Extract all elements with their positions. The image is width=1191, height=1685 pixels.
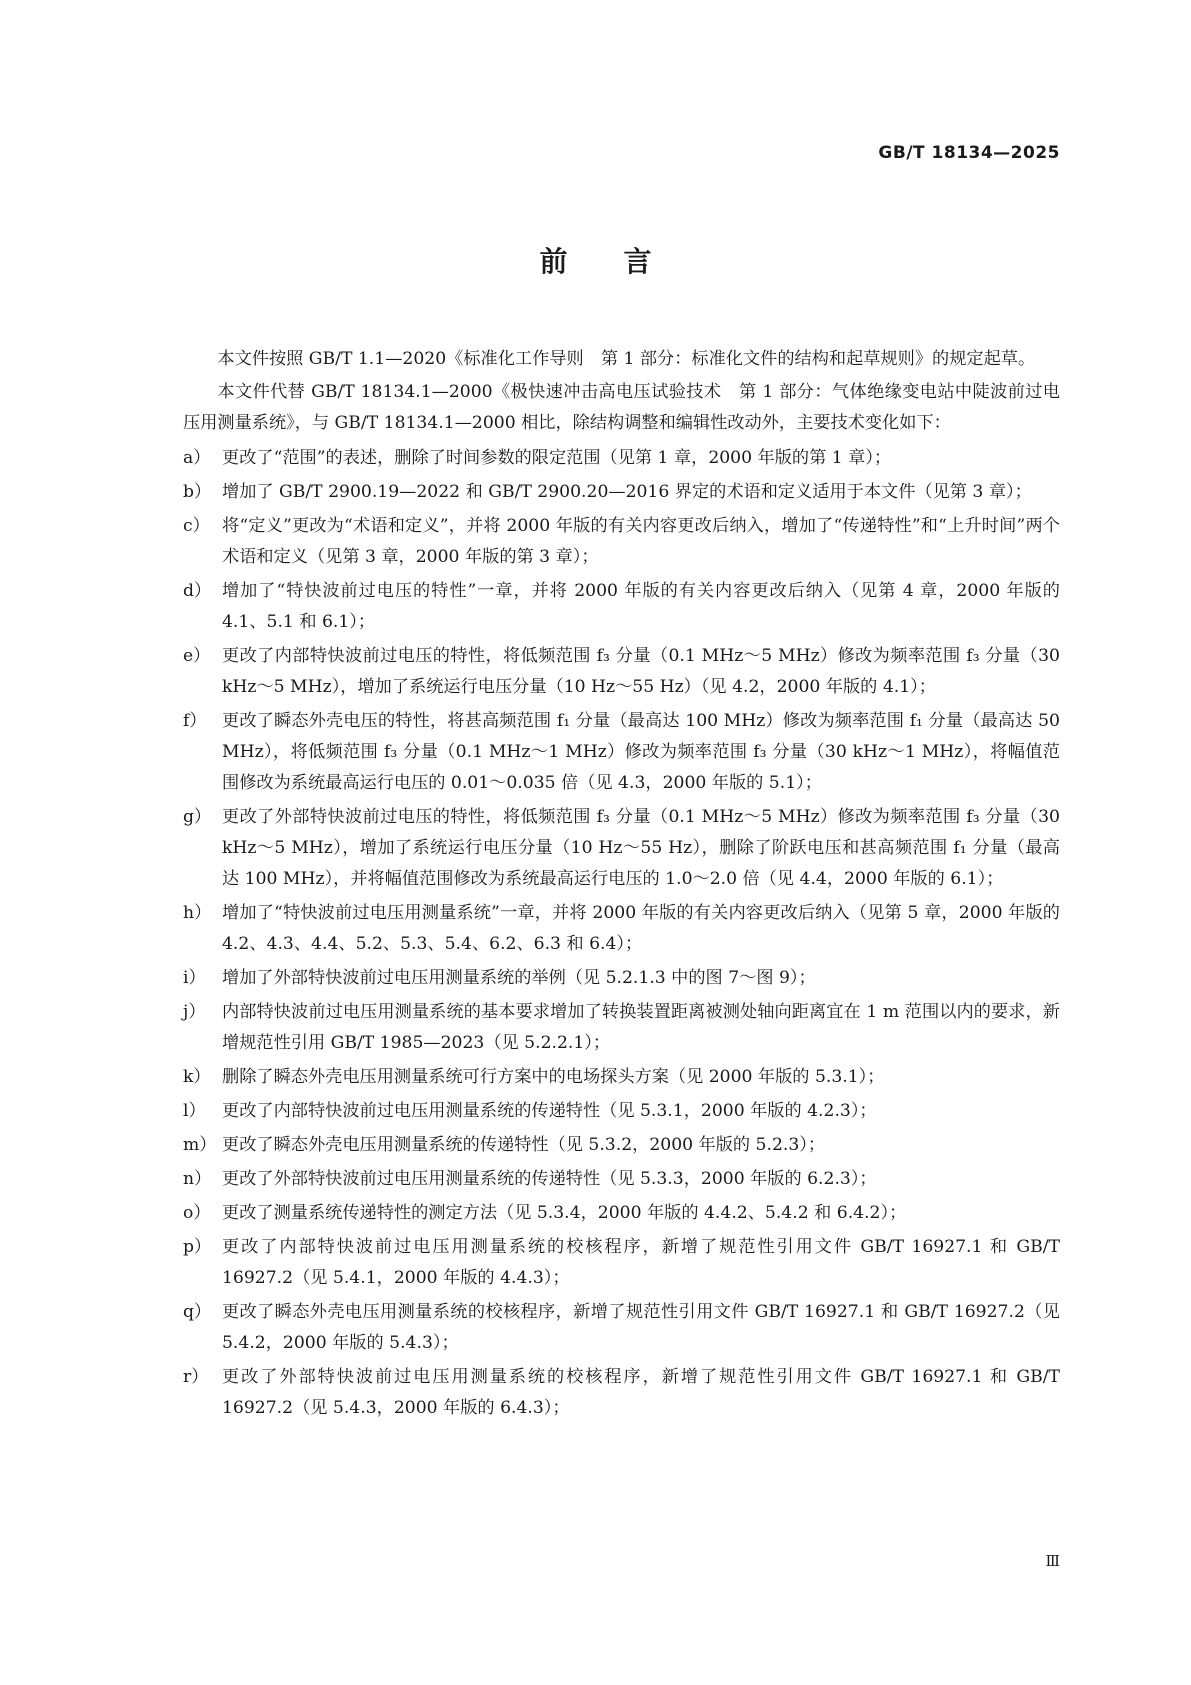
list-item-label: d） bbox=[183, 581, 212, 601]
list-item bbox=[183, 706, 1060, 799]
list-item-text: 更改了瞬态外壳电压用测量系统的校核程序，新增了规范性引用文件 GB/T 16927.1 和 GB/T 16927.2（见 5.4.2，2000 年版的 5.4.3）； bbox=[222, 1302, 1060, 1353]
list-item-text: 更改了外部特快波前过电压用测量系统的校核程序，新增了规范性引用文件 GB/T 16927.1 和 GB/T 16927.2（见 5.4.3，2000 年版的 6.4.3）； bbox=[222, 1367, 1060, 1418]
list-item-text: 增加了 GB/T 2900.19—2022 和 GB/T 2900.20—2016 界定的术语和定义适用于本文件（见第 3 章）； bbox=[222, 482, 1032, 502]
standard-number: GB/T 18134—2025 bbox=[878, 143, 1060, 163]
list-item-label: b） bbox=[183, 482, 212, 502]
intro-paragraph-drafting: 本文件按照 GB/T 1.1—2020《标准化工作导则 第 1 部分：标准化文件的结构和起草规则》的规定起草。 bbox=[217, 349, 1036, 369]
page-number: Ⅲ bbox=[1045, 1552, 1060, 1570]
list-item-text: 内部特快波前过电压用测量系统的基本要求增加了转换装置距离被测处轴向距离宜在 1 m 范围以内的要求，新增规范性引用 GB/T 1985—2023（见 5.2.2.1）； bbox=[222, 1002, 1060, 1053]
list-item-label: e） bbox=[183, 646, 211, 666]
list-item-text: 更改了内部特快波前过电压用测量系统的传递特性（见 5.3.1，2000 年版的 4.2.3）； bbox=[222, 1101, 877, 1121]
list-item-text: 增加了“特快波前过电压用测量系统”一章，并将 2000 年版的有关内容更改后纳入（见第 5 章，2000 年版的 4.2、4.3、4.4、5.2、5.3、5.4、6.2、6.3 和 6.4）； bbox=[222, 903, 1060, 954]
list-item bbox=[183, 802, 1060, 895]
list-item-label: r） bbox=[183, 1367, 209, 1387]
intro-paragraph-replacement: 本文件代替 GB/T 18134.1—2000《极快速冲击高电压试验技术 第 1 部分：气体绝缘变电站中陡波前过电压用测量系统》，与 GB/T 18134.1—2000 相比，除结构调整和编辑性改动外，主要技术变化如下： bbox=[183, 382, 1060, 433]
list-item bbox=[183, 1164, 1060, 1195]
list-item bbox=[183, 1130, 1060, 1161]
list-item-label: j） bbox=[183, 1002, 206, 1022]
document-body bbox=[183, 344, 1060, 1427]
list-item bbox=[183, 576, 1060, 638]
list-item-label: m） bbox=[183, 1135, 217, 1155]
list-item-label: o） bbox=[183, 1203, 211, 1223]
list-item bbox=[183, 1198, 1060, 1229]
list-item-text: 增加了“特快波前过电压的特性”一章，并将 2000 年版的有关内容更改后纳入（见第 4 章，2000 年版的 4.1、5.1 和 6.1）； bbox=[222, 581, 1060, 632]
list-item bbox=[183, 898, 1060, 960]
list-item bbox=[183, 1297, 1060, 1359]
list-item bbox=[183, 1096, 1060, 1127]
page-title: 前言 bbox=[539, 245, 708, 278]
list-item-text: 更改了外部特快波前过电压用测量系统的传递特性（见 5.3.3，2000 年版的 6.2.3）； bbox=[222, 1169, 877, 1189]
list-item-label: c） bbox=[183, 516, 210, 536]
list-item-text: 增加了外部特快波前过电压用测量系统的举例（见 5.2.1.3 中的图 7～图 9）； bbox=[222, 968, 816, 988]
technical-changes-list bbox=[183, 443, 1060, 1424]
list-item-text: 更改了内部特快波前过电压的特性，将低频范围 f₃ 分量（0.1 MHz～5 MHz）修改为频率范围 f₃ 分量（30 kHz～5 MHz），增加了系统运行电压分量（10 Hz～55 Hz）（见 4.2，2000 年版的 4.1）； bbox=[222, 646, 1060, 697]
list-item-label: h） bbox=[183, 903, 212, 923]
list-item-label: p） bbox=[183, 1237, 212, 1257]
list-item-text: 更改了内部特快波前过电压用测量系统的校核程序，新增了规范性引用文件 GB/T 16927.1 和 GB/T 16927.2（见 5.4.1，2000 年版的 4.4.3）； bbox=[222, 1237, 1060, 1288]
list-item-text: 更改了外部特快波前过电压的特性，将低频范围 f₃ 分量（0.1 MHz～5 MHz）修改为频率范围 f₃ 分量（30 kHz～5 MHz），增加了系统运行电压分量（10 Hz～55 Hz），删除了阶跃电压和甚高频范围 f₁ 分量（最高达 100 MHz），并将幅值范围修改为系统最高运行电压的 1.0～2.0 倍（见 4.4，2000 年版的 6.1）； bbox=[222, 807, 1060, 889]
list-item-text: 将“定义”更改为“术语和定义”，并将 2000 年版的有关内容更改后纳入，增加了“传递特性”和“上升时间”两个术语和定义（见第 3 章，2000 年版的第 3 章）； bbox=[222, 516, 1060, 567]
list-item-text: 更改了测量系统传递特性的测定方法（见 5.3.4，2000 年版的 4.4.2、5.4.2 和 6.4.2）； bbox=[222, 1203, 907, 1223]
list-item-label: i） bbox=[183, 968, 206, 988]
list-item bbox=[183, 511, 1060, 573]
list-item-label: l） bbox=[183, 1101, 206, 1121]
list-item bbox=[183, 997, 1060, 1059]
list-item-text: 更改了瞬态外壳电压用测量系统的传递特性（见 5.3.2，2000 年版的 5.2.3）； bbox=[222, 1135, 826, 1155]
list-item bbox=[183, 1062, 1060, 1093]
list-item-text: 删除了瞬态外壳电压用测量系统可行方案中的电场探头方案（见 2000 年版的 5.3.1）； bbox=[222, 1067, 885, 1087]
list-item-label: a） bbox=[183, 448, 211, 468]
list-item bbox=[183, 963, 1060, 994]
list-item-label: k） bbox=[183, 1067, 211, 1087]
list-item-label: q） bbox=[183, 1302, 212, 1322]
list-item-label: f） bbox=[183, 711, 207, 731]
list-item-label: n） bbox=[183, 1169, 212, 1189]
list-item-label: g） bbox=[183, 807, 212, 827]
list-item bbox=[183, 641, 1060, 703]
list-item bbox=[183, 477, 1060, 508]
list-item-text: 更改了瞬态外壳电压的特性，将甚高频范围 f₁ 分量（最高达 100 MHz）修改为频率范围 f₁ 分量（最高达 50 MHz），将低频范围 f₃ 分量（0.1 MHz～1 MHz）修改为频率范围 f₃ 分量（30 kHz～1 MHz），将幅值范围修改为系统最高运行电压的 0.01～0.035 倍（见 4.3，2000 年版的 5.1）； bbox=[222, 711, 1060, 793]
list-item bbox=[183, 1232, 1060, 1294]
list-item bbox=[183, 443, 1060, 474]
list-item-text: 更改了“范围”的表述，删除了时间参数的限定范围（见第 1 章，2000 年版的第 1 章）； bbox=[222, 448, 892, 468]
list-item bbox=[183, 1362, 1060, 1424]
